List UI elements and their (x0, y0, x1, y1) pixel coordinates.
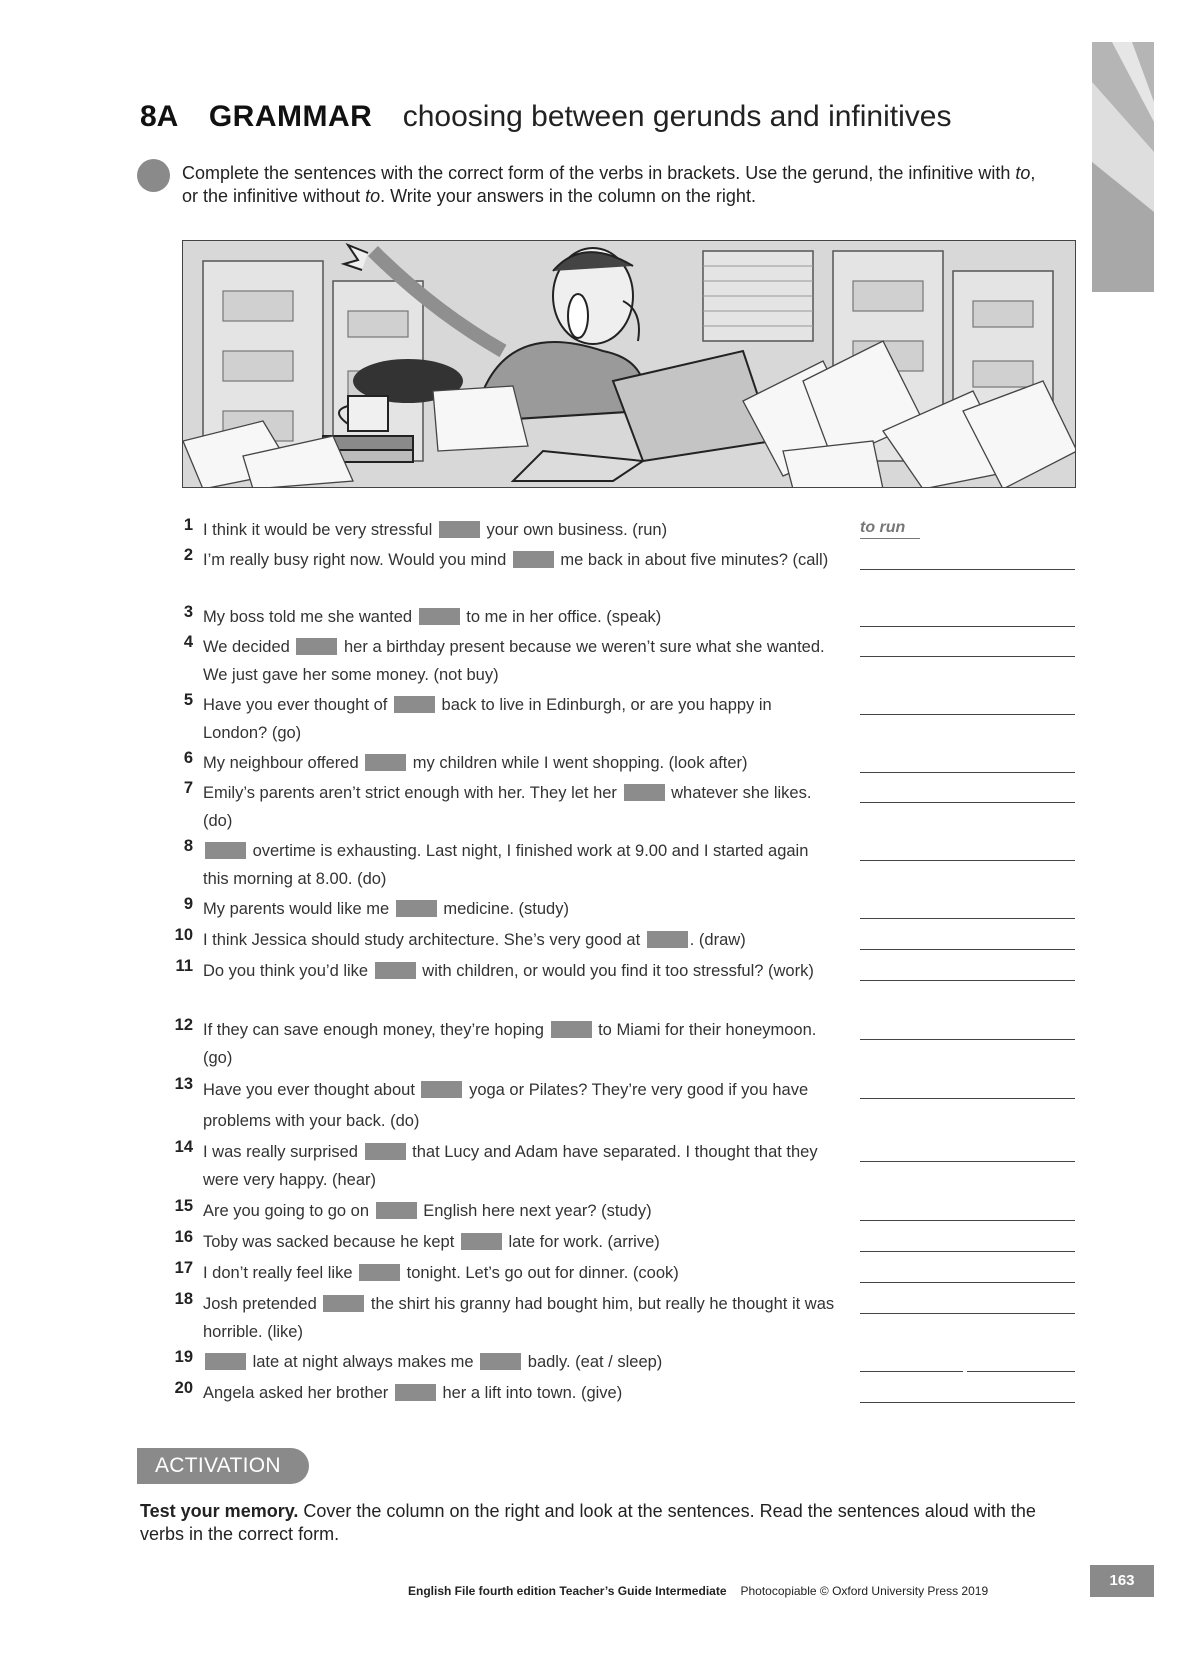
answer-line[interactable] (860, 772, 1075, 773)
sentence-text: Do you think you’d like with children, or would you find it too stressful? (work) (203, 962, 814, 980)
answer-gap (439, 521, 480, 538)
answer-line[interactable] (860, 626, 1075, 627)
list-item: 16 Toby was sacked because he kept late for work. (arrive) (165, 1228, 1075, 1259)
lesson-subtitle: choosing between gerunds and infinitives (402, 100, 952, 133)
answer-gap (376, 1202, 417, 1219)
list-item: 1 I think it would be very stressful your own business. (run) to run (165, 516, 1075, 546)
answer-gap (323, 1295, 364, 1312)
example-answer: to run (860, 518, 920, 539)
answer-gap (551, 1021, 592, 1038)
office-stress-cartoon-icon (183, 241, 1076, 488)
sentence-text: My parents would like me medicine. (study) (203, 900, 569, 918)
answer-line[interactable] (860, 949, 1075, 950)
answer-gap (395, 1384, 436, 1401)
sentence-text: Josh pretended the shirt his granny had bought him, but really he thought it was horrible. (like) (203, 1295, 835, 1341)
answer-gap (296, 638, 337, 655)
answer-line[interactable] (860, 1098, 1075, 1099)
footer-copyright: Photocopiable © Oxford University Press 2019 (740, 1584, 989, 1598)
list-item: 2 I’m really busy right now. Would you mind me back in about five minutes? (call) (165, 546, 1075, 603)
sentence-text: My boss told me she wanted to me in her office. (speak) (203, 608, 662, 626)
office-stress-illustration (182, 240, 1076, 488)
list-item: 13 Have you ever thought about yoga or Pilates? They’re very good if you have problems with your back. (do) (165, 1075, 1075, 1138)
list-item: 8 overtime is exhausting. Last night, I finished work at 9.00 and I started again this morning at 8.00. (do) (165, 837, 1075, 895)
answer-gap (419, 608, 460, 625)
list-item: 9 My parents would like me medicine. (study) (165, 895, 1075, 926)
sentence-text: If they can save enough money, they’re hoping to Miami for their honeymoon. (go) (203, 1021, 817, 1067)
list-item: 10 I think Jessica should study architecture. She’s very good at . (draw) (165, 926, 1075, 957)
list-item: 6 My neighbour offered my children while I went shopping. (look after) (165, 749, 1075, 779)
answer-gap (647, 931, 688, 948)
answer-line[interactable] (860, 918, 1075, 919)
answer-gap (421, 1081, 462, 1098)
answer-gap (394, 696, 435, 713)
sentence-text: Angela asked her brother her a lift into town. (give) (203, 1384, 623, 1402)
list-item: 11 Do you think you’d like with children, or would you find it too stressful? (work) (165, 957, 1075, 1016)
sentence-text: Are you going to go on English here next year? (study) (203, 1202, 652, 1220)
list-item: 4 We decided her a birthday present because we weren’t sure what she wanted. We just gave her some money. (not buy) (165, 633, 1075, 691)
answer-gap (205, 842, 246, 859)
answer-gap (480, 1353, 521, 1370)
answer-line[interactable] (860, 860, 1075, 861)
answer-gap (461, 1233, 502, 1250)
page-number: 163 (1090, 1565, 1154, 1597)
lesson-code: 8A (140, 100, 179, 133)
answer-gap (624, 784, 665, 801)
list-item: 20 Angela asked her brother her a lift into town. (give) (165, 1379, 1075, 1410)
answer-line-second[interactable] (967, 1371, 1075, 1372)
exercise-items (165, 516, 1075, 1410)
sentence-text: Have you ever thought about yoga or Pilates? They’re very good if you have problems with your back. (do) (203, 1081, 809, 1130)
answer-gap (359, 1264, 400, 1281)
sentence-text: My neighbour offered my children while I went shopping. (look after) (203, 754, 748, 772)
answer-line[interactable] (860, 1161, 1075, 1162)
answer-gap (205, 1353, 246, 1370)
list-item: 15 Are you going to go on English here next year? (study) (165, 1197, 1075, 1228)
answer-line[interactable] (860, 1402, 1075, 1403)
answer-line[interactable] (860, 980, 1075, 981)
exercise-bullet-icon (137, 159, 170, 192)
list-item: 18 Josh pretended the shirt his granny had bought him, but really he thought it was horrible. (like) (165, 1290, 1075, 1348)
sentence-text: overtime is exhausting. Last night, I finished work at 9.00 and I started again this morning at 8.00. (do) (203, 842, 809, 888)
list-item: 12 If they can save enough money, they’re hoping to Miami for their honeymoon. (go) (165, 1016, 1075, 1075)
list-item: 5 Have you ever thought of back to live in Edinburgh, or are you happy in London? (go) (165, 691, 1075, 749)
answer-line[interactable] (860, 1220, 1075, 1221)
answer-gap (375, 962, 416, 979)
footer-book-title: English File fourth edition Teacher’s Guide Intermediate (408, 1584, 727, 1598)
activation-banner: ACTIVATION (137, 1448, 309, 1484)
list-item: 17 I don’t really feel like tonight. Let’s go out for dinner. (cook) (165, 1259, 1075, 1290)
answer-line-first[interactable] (860, 1371, 963, 1372)
list-item: 7 Emily’s parents aren’t strict enough with her. They let her whatever she likes. (do) (165, 779, 1075, 837)
list-item: 14 I was really surprised that Lucy and Adam have separated. I thought that they were very happy. (hear) (165, 1138, 1075, 1197)
exercise-instructions: Complete the sentences with the correct form of the verbs in brackets. Use the gerund, the infinitive with to, or the infinitive without to. Write your answers in the column on the right. (182, 163, 1036, 206)
sentence-text: We decided her a birthday present because we weren’t sure what she wanted. We just gave her some money. (not buy) (203, 638, 825, 684)
answer-line[interactable] (860, 1251, 1075, 1252)
list-item: 19 late at night always makes me badly. (eat / sleep) (165, 1348, 1075, 1379)
activation-heading: Test your memory. (140, 1501, 299, 1521)
answer-gap (513, 551, 554, 568)
answer-line[interactable] (860, 714, 1075, 715)
answer-line[interactable] (860, 569, 1075, 570)
answer-gap (365, 754, 406, 771)
sentence-text: Have you ever thought of back to live in Edinburgh, or are you happy in London? (go) (203, 696, 772, 742)
sentence-text: I don’t really feel like tonight. Let’s go out for dinner. (cook) (203, 1264, 679, 1282)
answer-line[interactable] (860, 802, 1075, 803)
sentence-text: Toby was sacked because he kept late for work. (arrive) (203, 1233, 660, 1251)
answer-line[interactable] (860, 1313, 1075, 1314)
answer-gap (365, 1143, 406, 1160)
list-item: 3 My boss told me she wanted to me in her office. (speak) (165, 603, 1075, 633)
page-edge-tab-graphic (1092, 42, 1154, 292)
sentence-text: I think it would be very stressful your own business. (run) (203, 521, 668, 539)
answer-gap (396, 900, 437, 917)
sentence-text: I think Jessica should study architecture. She’s very good at . (draw) (203, 931, 746, 949)
page-title (140, 100, 951, 134)
answer-line[interactable] (860, 1039, 1075, 1040)
sentence-text: Emily’s parents aren’t strict enough with her. They let her whatever she likes. (do) (203, 784, 812, 830)
sentence-text: late at night always makes me badly. (eat / sleep) (203, 1348, 838, 1379)
page-footer (408, 1584, 988, 1598)
sentence-text: I’m really busy right now. Would you mind me back in about five minutes? (call) (203, 551, 829, 569)
section-name: GRAMMAR (208, 100, 373, 133)
answer-line[interactable] (860, 1282, 1075, 1283)
activation-instructions: Test your memory. Cover the column on the right and look at the sentences. Read the sentences aloud with the verbs in the correct form. (140, 1501, 1036, 1544)
answer-line[interactable] (860, 656, 1075, 657)
sentence-text: I was really surprised that Lucy and Adam have separated. I thought that they were very happy. (hear) (203, 1143, 818, 1189)
